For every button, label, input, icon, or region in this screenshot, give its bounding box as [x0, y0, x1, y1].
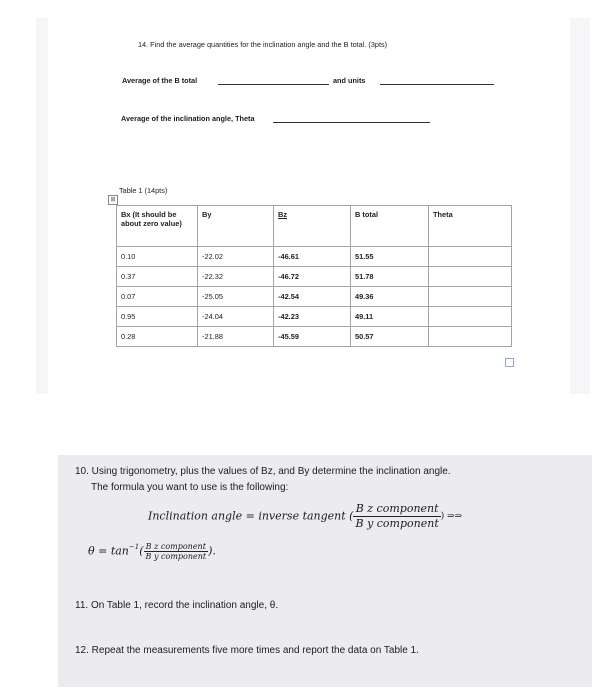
- data-table: [116, 205, 512, 347]
- formula-denominator: B y component: [355, 517, 439, 530]
- cell-bz[interactable]: -42.54: [274, 287, 351, 307]
- cell-by[interactable]: -24.04: [198, 307, 274, 327]
- cell-theta[interactable]: [429, 287, 512, 307]
- cell-b-total[interactable]: 51.55: [351, 247, 429, 267]
- header-bx: Bx (It should be about zero value): [117, 206, 198, 247]
- header-bz: Bz: [274, 206, 351, 247]
- question-10-line1: 10. Using trigonometry, plus the values of Bz, and By determine the inclination angle.: [75, 466, 451, 477]
- theta-numerator: B z component: [144, 542, 209, 552]
- table-resize-handle-icon[interactable]: [505, 358, 514, 367]
- formula-rhs: ) ⇒⇒: [440, 511, 463, 522]
- theta-end: .: [212, 544, 216, 558]
- table-caption: Table 1 (14pts): [119, 186, 168, 195]
- cell-theta[interactable]: [429, 307, 512, 327]
- question-12: 12. Repeat the measurements five more times and report the data on Table 1.: [75, 645, 419, 656]
- cell-bx[interactable]: 0.07: [117, 287, 198, 307]
- theta-lhs: θ = tan: [88, 544, 129, 558]
- cell-by[interactable]: -21.88: [198, 327, 274, 347]
- table-row: [117, 287, 512, 307]
- table-row: [117, 307, 512, 327]
- cell-bz[interactable]: -46.61: [274, 247, 351, 267]
- formula-fraction: [353, 502, 440, 531]
- theta-fraction: [144, 542, 209, 561]
- cell-b-total[interactable]: 51.78: [351, 267, 429, 287]
- inclination-formula: [148, 502, 462, 531]
- avg-b-total-blank[interactable]: [218, 84, 329, 85]
- table-row: [117, 247, 512, 267]
- table-move-handle-icon[interactable]: ⊞: [108, 195, 118, 205]
- cell-by[interactable]: -22.32: [198, 267, 274, 287]
- cell-by[interactable]: -25.05: [198, 287, 274, 307]
- formula-numerator: B z component: [353, 502, 440, 517]
- question-14-prompt: 14. Find the average quantities for the inclination angle and the B total. (3pts): [138, 40, 388, 49]
- avg-angle-label: Average of the inclination angle, Theta: [121, 114, 255, 123]
- table-header-row: [117, 206, 512, 247]
- units-blank[interactable]: [380, 84, 494, 85]
- table-row: [117, 327, 512, 347]
- and-units-label: and units: [333, 76, 366, 85]
- cell-theta[interactable]: [429, 327, 512, 347]
- header-theta: Theta: [429, 206, 512, 247]
- formula-lhs: Inclination angle = inverse tangent (: [148, 509, 354, 523]
- question-11: 11. On Table 1, record the inclination angle, θ.: [75, 600, 279, 611]
- cell-b-total[interactable]: 50.57: [351, 327, 429, 347]
- theta-formula: $\theta = \tan^{-1}$( $\frac{\text{B z component}}{\text{B y component}}$ ).: [88, 542, 216, 561]
- cell-by[interactable]: -22.02: [198, 247, 274, 267]
- cell-bz[interactable]: -46.72: [274, 267, 351, 287]
- cell-bx[interactable]: 0.10: [117, 247, 198, 267]
- question-10-line2: The formula you want to use is the following:: [91, 482, 289, 493]
- cell-bx[interactable]: 0.95: [117, 307, 198, 327]
- theta-superscript: −1: [128, 542, 140, 551]
- cell-theta[interactable]: [429, 267, 512, 287]
- avg-angle-blank[interactable]: [273, 122, 430, 123]
- cell-theta[interactable]: [429, 247, 512, 267]
- cell-b-total[interactable]: 49.36: [351, 287, 429, 307]
- cell-bx[interactable]: 0.37: [117, 267, 198, 287]
- cell-b-total[interactable]: 49.11: [351, 307, 429, 327]
- header-by: By: [198, 206, 274, 247]
- theta-denominator: B y component: [145, 552, 207, 561]
- cell-bz[interactable]: -42.23: [274, 307, 351, 327]
- header-b-total: B total: [351, 206, 429, 247]
- cell-bz[interactable]: -45.59: [274, 327, 351, 347]
- table-row: [117, 267, 512, 287]
- cell-bx[interactable]: 0.28: [117, 327, 198, 347]
- avg-b-total-label: Average of the B total: [122, 76, 198, 85]
